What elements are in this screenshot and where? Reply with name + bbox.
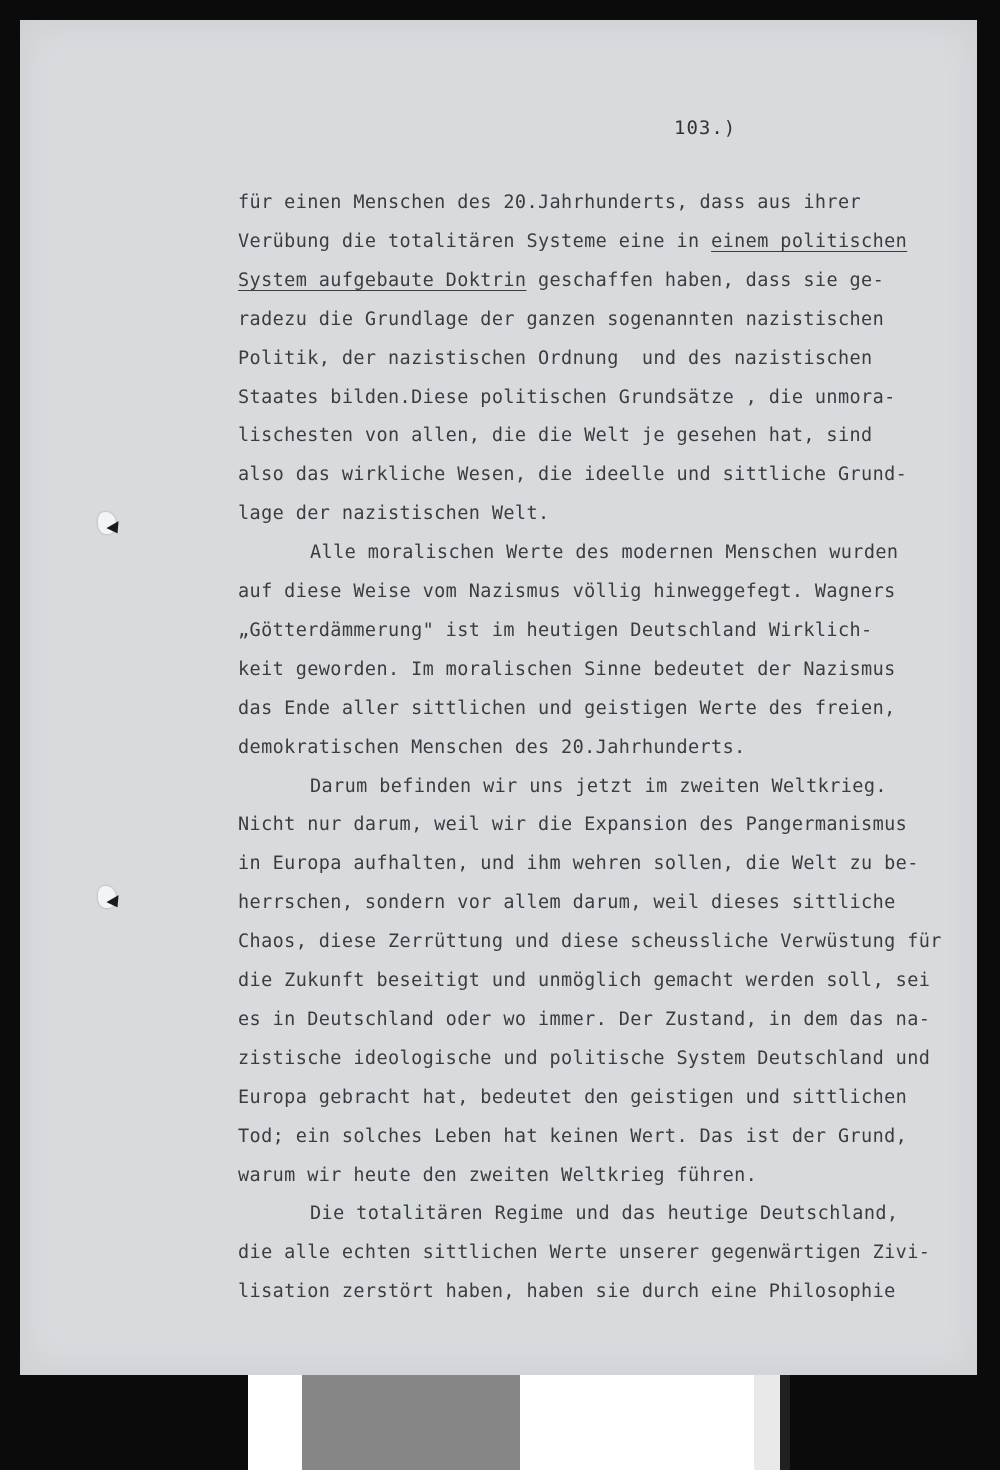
text-line bbox=[238, 656, 896, 684]
line-text: Darum befinden wir uns jetzt im zweiten Weltkrieg. bbox=[310, 776, 887, 797]
line-text: Staates bilden.Diese politischen Grundsätze , die unmora- bbox=[238, 387, 896, 408]
text-line bbox=[238, 422, 873, 450]
scan-gray-patch bbox=[302, 1375, 520, 1470]
text-line bbox=[238, 1278, 896, 1306]
line-text: Nicht nur darum, weil wir die Expansion des Pangermanismus bbox=[238, 814, 908, 835]
scan-dark-patch bbox=[780, 1375, 790, 1470]
line-text: lage der nazistischen Welt. bbox=[238, 503, 550, 524]
text-line bbox=[238, 1162, 757, 1190]
line-text: das Ende aller sittlichen und geistigen Werte des freien, bbox=[238, 698, 896, 719]
text-line bbox=[238, 578, 896, 606]
line-text: „Götterdämmerung" ist im heutigen Deutschland Wirklich- bbox=[238, 620, 873, 641]
line-text: auf diese Weise vom Nazismus völlig hinweggefegt. Wagners bbox=[238, 581, 896, 602]
text-line bbox=[310, 1200, 898, 1228]
line-text: demokratischen Menschen des 20.Jahrhunderts. bbox=[238, 737, 746, 758]
line-text: geschaffen haben, dass sie ge- bbox=[526, 270, 885, 291]
line-text: Chaos, diese Zerrüttung und diese scheussliche Verwüstung für bbox=[238, 931, 942, 952]
text-line bbox=[238, 967, 930, 995]
line-text: keit geworden. Im moralischen Sinne bedeutet der Nazismus bbox=[238, 659, 896, 680]
line-text: Tod; ein solches Leben hat keinen Wert. Das ist der Grund, bbox=[238, 1126, 908, 1147]
line-text: es in Deutschland oder wo immer. Der Zustand, in dem das na- bbox=[238, 1009, 931, 1030]
text-line bbox=[238, 1239, 930, 1267]
text-line bbox=[238, 1006, 930, 1034]
text-line bbox=[238, 189, 861, 217]
punch-hole-lower bbox=[98, 886, 116, 908]
text-line bbox=[238, 850, 919, 878]
text-line bbox=[238, 928, 942, 956]
text-line bbox=[238, 306, 884, 334]
line-text: zistische ideologische und politische System Deutschland und bbox=[238, 1048, 931, 1069]
text-line bbox=[238, 695, 896, 723]
text-line bbox=[238, 811, 907, 839]
text-line bbox=[238, 228, 907, 256]
text-line bbox=[238, 734, 746, 762]
text-line bbox=[238, 617, 873, 645]
line-text: herrschen, sondern vor allem darum, weil dieses sittliche bbox=[238, 892, 896, 913]
text-line bbox=[238, 267, 884, 295]
text-line bbox=[238, 345, 873, 373]
text-line bbox=[238, 1084, 907, 1112]
text-line bbox=[238, 889, 896, 917]
scan-light-patch bbox=[754, 1375, 780, 1470]
text-line bbox=[238, 500, 550, 528]
line-text: in Europa aufhalten, und ihm wehren sollen, die Welt zu be- bbox=[238, 853, 919, 874]
underlined-phrase: System aufgebaute Doktrin bbox=[238, 270, 527, 291]
text-line bbox=[238, 1123, 907, 1151]
line-text: für einen Menschen des 20.Jahrhunderts, dass aus ihrer bbox=[238, 192, 862, 213]
text-line bbox=[238, 1045, 930, 1073]
line-text: Die totalitären Regime und das heutige Deutschland, bbox=[310, 1203, 899, 1224]
line-text: lisation zerstört haben, haben sie durch eine Philosophie bbox=[238, 1281, 896, 1302]
line-text: warum wir heute den zweiten Weltkrieg führen. bbox=[238, 1165, 758, 1186]
line-text: die alle echten sittlichen Werte unserer gegenwärtigen Zivi- bbox=[238, 1242, 931, 1263]
text-line bbox=[238, 384, 896, 412]
line-text: Verübung die totalitären Systeme eine in bbox=[238, 231, 712, 252]
line-text: lischesten von allen, die die Welt je gesehen hat, sind bbox=[238, 425, 873, 446]
line-text: Politik, der nazistischen Ordnung und des nazistischen bbox=[238, 348, 873, 369]
text-line bbox=[238, 461, 907, 489]
line-text: also das wirkliche Wesen, die ideelle und sittliche Grund- bbox=[238, 464, 908, 485]
punch-hole-upper bbox=[98, 512, 116, 534]
line-text: die Zukunft beseitigt und unmöglich gemacht werden soll, sei bbox=[238, 970, 931, 991]
page-number: 103.) bbox=[674, 117, 737, 139]
text-line bbox=[310, 773, 887, 801]
line-text: Alle moralischen Werte des modernen Menschen wurden bbox=[310, 542, 899, 563]
text-line bbox=[310, 539, 898, 567]
line-text: Europa gebracht hat, bedeutet den geistigen und sittlichen bbox=[238, 1087, 908, 1108]
line-text: radezu die Grundlage der ganzen sogenannten nazistischen bbox=[238, 309, 885, 330]
underlined-phrase: einem politischen bbox=[711, 231, 908, 252]
